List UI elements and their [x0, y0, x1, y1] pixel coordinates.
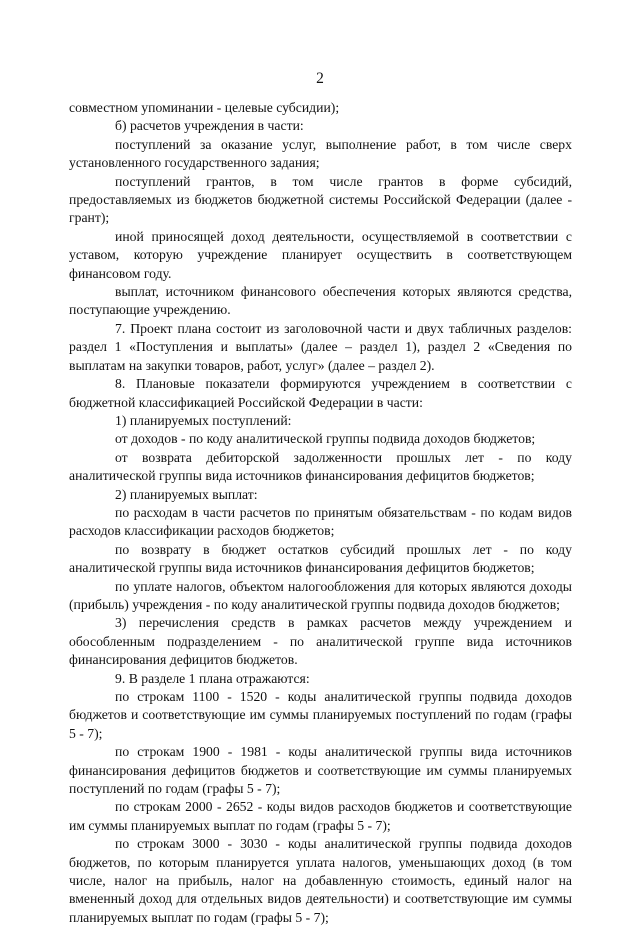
paragraph: по строкам 1900 - 1981 - коды аналитической группы вида источников финансирования дефицитов бюджетов и соответствующие им суммы планируемых поступлений по годам (графы 5 - 7); — [69, 744, 572, 797]
paragraph: 9. В разделе 1 плана отражаются: — [115, 670, 310, 686]
paragraph: от доходов - по коду аналитической группы подвида доходов бюджетов; — [115, 431, 536, 447]
paragraph: совместном упоминании - целевые субсидии); — [69, 100, 340, 115]
paragraph: поступлений грантов, в том числе грантов в форме субсидий, предоставляемых из бюджетов бюджетной системы Российской Федерации (далее - грант); — [69, 173, 572, 226]
paragraph: иной приносящей доход деятельности, осуществляемой в соответствии с уставом, которую учреждение планирует осуществить в соответствующем финансовом году. — [69, 228, 572, 281]
paragraph: 8. Плановые показатели формируются учреждением в соответствии с бюджетной классификацией Российской Федерации в части: — [69, 376, 572, 410]
page-number: 2 — [316, 70, 324, 87]
paragraph: 2) планируемых выплат: — [115, 486, 258, 502]
paragraph: по строкам 3000 - 3030 - коды аналитической группы подвида доходов бюджетов, по которым планируется уплата налогов, уменьшающих доход (в том числе, налог на прибыль, налог на добавленную стоимость, единый налог на вмененный доход для отдельных видов деятельности) и соответствующие им суммы планируемых выплат по годам (графы 5 - 7); — [69, 836, 572, 925]
paragraph: б) расчетов учреждения в части: — [115, 118, 304, 134]
paragraph: поступлений за оказание услуг, выполнение работ, в том числе сверх установленного государственного задания; — [69, 136, 572, 171]
paragraph: по возврату в бюджет остатков субсидий прошлых лет - по коду аналитической группы вида источников финансирования дефицитов бюджетов; — [69, 541, 572, 576]
paragraph: 1) планируемых поступлений: — [115, 412, 292, 428]
paragraph: от возврата дебиторской задолженности прошлых лет - по коду аналитической группы вида источников финансирования дефицитов бюджетов; — [69, 449, 572, 484]
paragraph: выплат, источником финансового обеспечения которых являются средства, поступающие учреждению. — [69, 284, 572, 318]
paragraph: по строкам 1100 - 1520 - коды аналитической группы подвида доходов бюджетов и соответствующие им суммы планируемых поступлений по годам (графы 5 - 7); — [69, 689, 572, 741]
paragraph: 7. Проект плана состоит из заголовочной части и двух табличных разделов: раздел 1 «Поступления и выплаты» (далее – раздел 1), раздел 2 «Сведения по выплатам на закупки товаров, работ, услуг» (далее – раздел 2). — [69, 320, 572, 373]
paragraph: по расходам в части расчетов по принятым обязательствам - по кодам видов расходов классификации расходов бюджетов; — [69, 504, 572, 539]
paragraph: по уплате налогов, объектом налогообложения для которых являются доходы (прибыль) учреждения - по коду аналитической группы подвида доходов бюджетов; — [69, 578, 572, 612]
paragraph: 3) перечисления средств в рамках расчетов между учреждением и обособленным подразделением - по аналитической группе вида источников финансирования дефицитов бюджетов. — [69, 615, 572, 668]
paragraph: по строкам 2000 - 2652 - коды видов расходов бюджетов и соответствующие им суммы планируемых выплат по годам (графы 5 - 7); — [69, 799, 572, 833]
document-body — [69, 99, 572, 927]
